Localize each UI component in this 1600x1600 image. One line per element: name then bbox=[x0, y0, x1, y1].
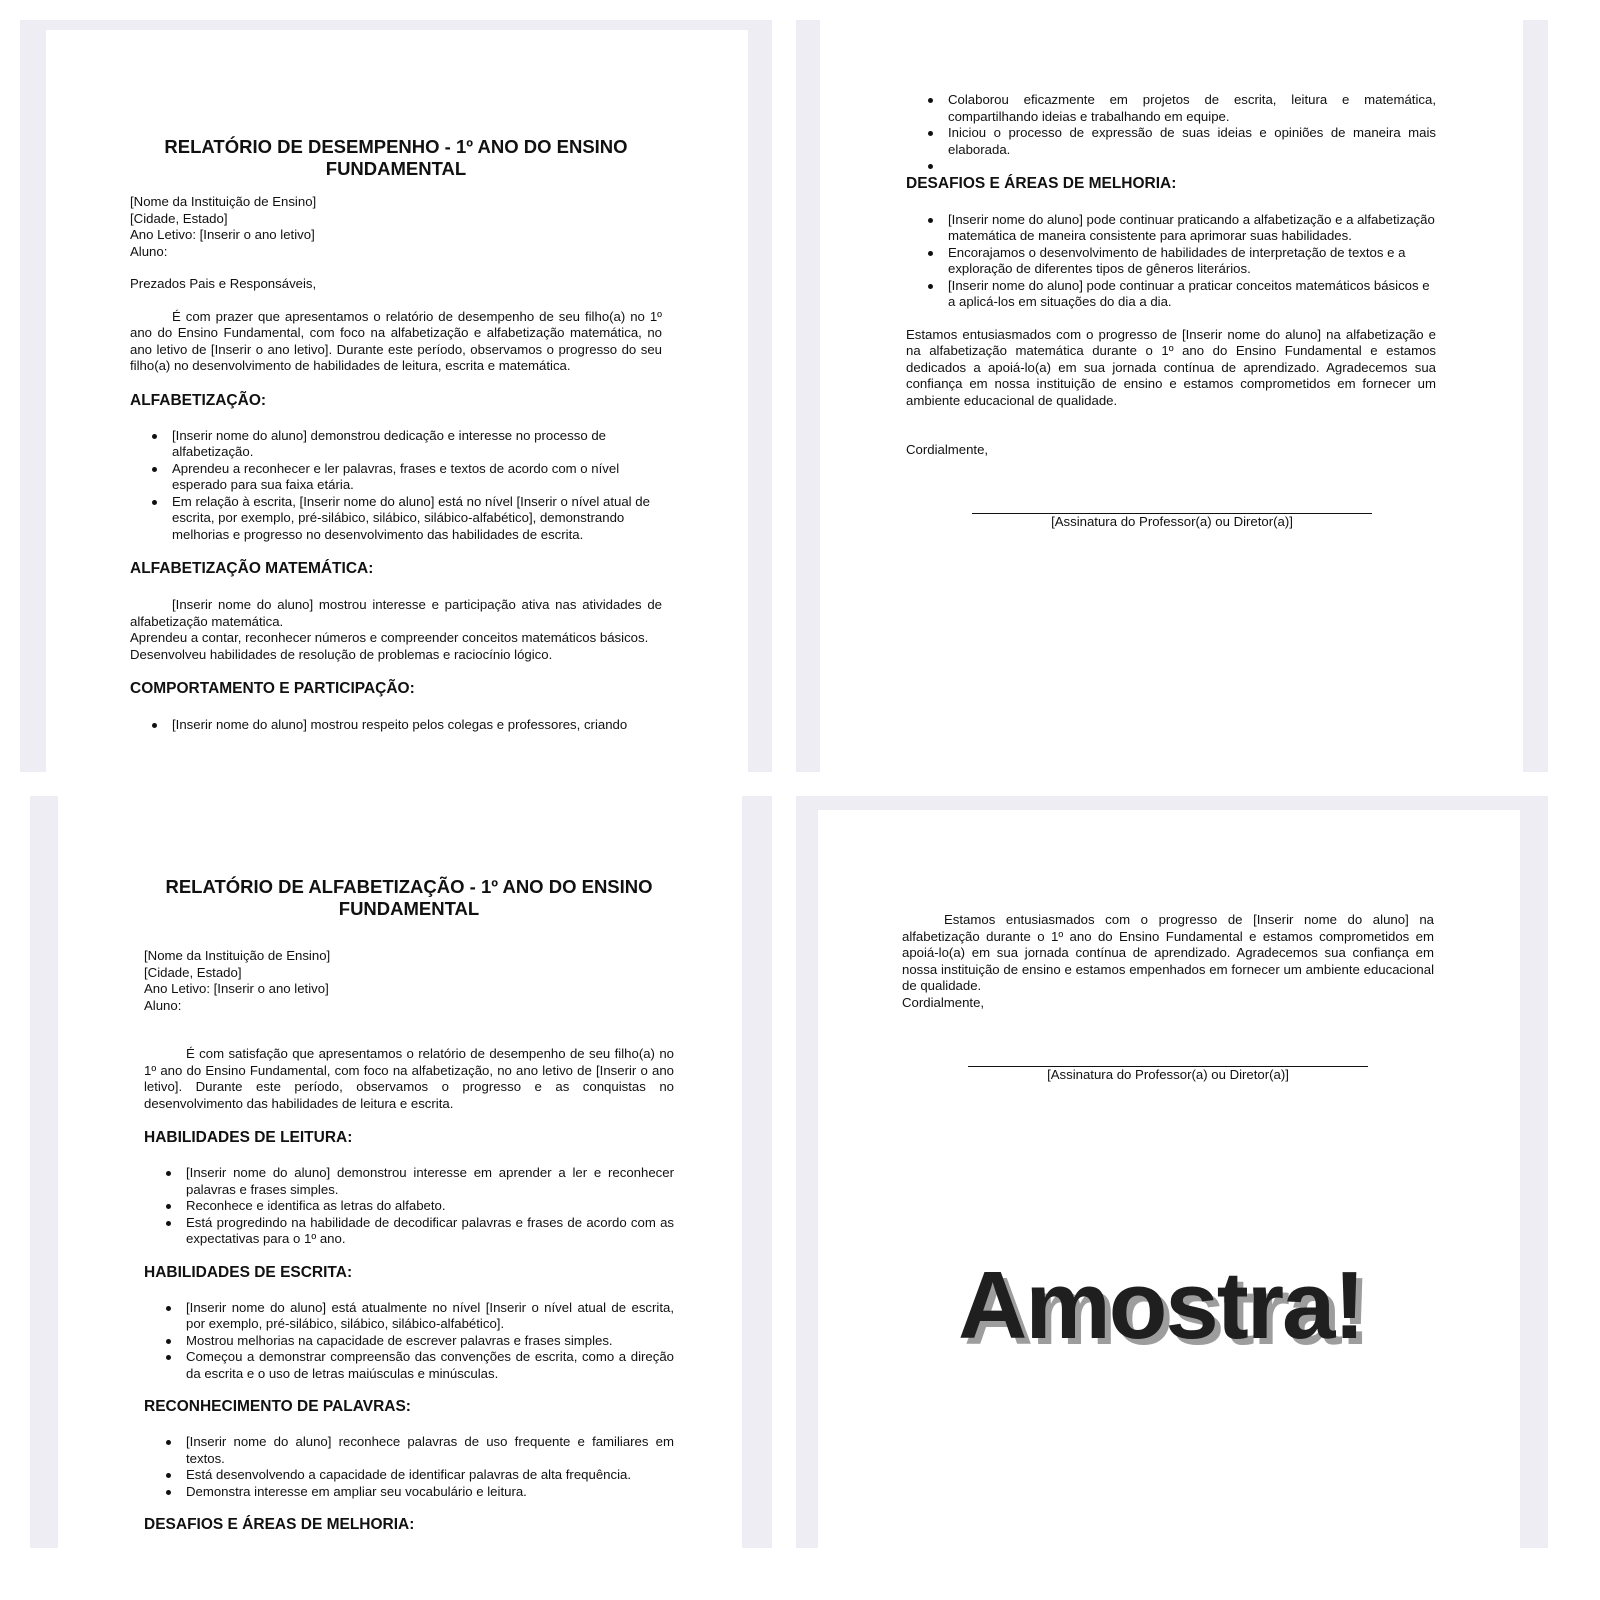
school-year: Ano Letivo: [Inserir o ano letivo] bbox=[144, 981, 329, 996]
list-item: Reconhece e identifica as letras do alfabeto. bbox=[186, 1198, 674, 1215]
math-paragraph-1: [Inserir nome do aluno] mostrou interesse e participação ativa nas atividades de alfabetização matemática. bbox=[130, 597, 662, 629]
section-heading-literacy: ALFABETIZAÇÃO: bbox=[130, 391, 267, 409]
signoff: Cordialmente, bbox=[906, 442, 989, 457]
list-item: [Inserir nome do aluno] mostrou respeito pelos colegas e professores, criando bbox=[172, 717, 662, 734]
page-performance-report-2 bbox=[820, 20, 1523, 772]
student-label: Aluno: bbox=[144, 997, 182, 1013]
section-heading-challenges: DESAFIOS E ÁREAS DE MELHORIA: bbox=[144, 1516, 415, 1533]
page-literacy-report-2 bbox=[818, 810, 1520, 1548]
institution-name: [Nome da Instituição de Ensino] bbox=[130, 194, 317, 209]
section-heading-word-recognition: RECONHECIMENTO DE PALAVRAS: bbox=[144, 1398, 411, 1415]
reading-list bbox=[144, 1165, 674, 1248]
math-paragraph-2: Aprendeu a contar, reconhecer números e compreender conceitos matemáticos básicos. bbox=[130, 630, 649, 645]
tile-bottom-right bbox=[796, 796, 1548, 1548]
closing-paragraph: Estamos entusiasmados com o progresso de [Inserir nome do aluno] na alfabetização durante o 1º ano do Ensino Fundamental e estamos comprometidos em apoiá-lo(a) em sua jornada contínua de aprendizado. Agradecemos sua confiança em nossa instituição de ensino e estamos empenhados em fornecer um ambiente educacional de qualidade. bbox=[902, 912, 1434, 993]
list-item: [Inserir nome do aluno] está atualmente no nível [Inserir o nível atual de escrita, por exemplo, pré-silábico, silábico, silábico-alfabético]. bbox=[186, 1299, 674, 1331]
section-heading-challenges: DESAFIOS E ÁREAS DE MELHORIA: bbox=[906, 174, 1177, 192]
list-item: [Inserir nome do aluno] reconhece palavras de uso frequente e familiares em textos. bbox=[186, 1434, 674, 1466]
signoff: Cordialmente, bbox=[902, 994, 985, 1010]
writing-list bbox=[144, 1300, 674, 1383]
list-item: Mostrou melhorias na capacidade de escrever palavras e frases simples. bbox=[186, 1333, 674, 1350]
tile-top-left bbox=[20, 20, 772, 772]
list-item: [Inserir nome do aluno] pode continuar praticando a alfabetização e a alfabetização matemática de maneira consistente para aprimorar suas habilidades. bbox=[948, 211, 1435, 243]
list-item: [Inserir nome do aluno] demonstrou interesse em aprender a ler e reconhecer palavras e frases simples. bbox=[186, 1165, 674, 1197]
intro-paragraph: É com satisfação que apresentamos o relatório de desempenho de seu filho(a) no 1º ano do Ensino Fundamental, com foco na alfabetização, no ano letivo de [Inserir o ano letivo]. Durante este período, observamos o progresso e as conquistas no desenvolvimento das habilidades de leitura e escrita. bbox=[144, 1046, 674, 1111]
word-recognition-list bbox=[144, 1434, 674, 1500]
tile-top-right bbox=[796, 20, 1548, 772]
city-state: [Cidade, Estado] bbox=[144, 964, 242, 980]
list-item: Aprendeu a reconhecer e ler palavras, frases e textos de acordo com o nível esperado para sua faixa etária. bbox=[172, 461, 662, 494]
institution-name: [Nome da Instituição de Ensino] bbox=[144, 948, 331, 963]
list-item: [Inserir nome do aluno] pode continuar a praticar conceitos matemáticos básicos e a aplicá-los em situações do dia a dia. bbox=[948, 278, 1436, 311]
list-item: Em relação à escrita, [Inserir nome do aluno] está no nível [Inserir o nível atual de escrita, por exemplo, pré-silábico, silábico, silábico-alfabético], demonstrando melhorias e progresso no desenvolvimento das habilidades de escrita. bbox=[172, 494, 662, 544]
participation-list bbox=[906, 92, 1436, 175]
document-header bbox=[144, 948, 674, 1014]
list-item: Começou a demonstrar compreensão das convenções de escrita, como a direção da escrita e o uso de letras maiúsculas e minúsculas. bbox=[186, 1349, 674, 1381]
challenges-list bbox=[906, 212, 1436, 311]
sample-watermark: Amostra! bbox=[958, 1252, 1364, 1359]
signature-label: [Assinatura do Professor(a) ou Diretor(a)] bbox=[1047, 1067, 1289, 1082]
behavior-list bbox=[130, 717, 662, 734]
section-heading-reading: HABILIDADES DE LEITURA: bbox=[144, 1129, 353, 1146]
literacy-list bbox=[130, 428, 662, 544]
section-heading-writing: HABILIDADES DE ESCRITA: bbox=[144, 1263, 353, 1281]
city-state: [Cidade, Estado] bbox=[130, 210, 228, 226]
signature-label: [Assinatura do Professor(a) ou Diretor(a)] bbox=[1051, 513, 1293, 529]
student-label: Aluno: bbox=[130, 243, 168, 259]
page-performance-report-1 bbox=[46, 30, 748, 772]
list-item: Está desenvolvendo a capacidade de identificar palavras de alta frequência. bbox=[186, 1467, 674, 1484]
section-heading-behavior: COMPORTAMENTO E PARTICIPAÇÃO: bbox=[130, 680, 415, 697]
tile-bottom-left bbox=[30, 796, 772, 1548]
list-item: Encorajamos o desenvolvimento de habilidades de interpretação de textos e a exploração de diferentes tipos de gêneros literários. bbox=[948, 245, 1436, 278]
list-item: Está progredindo na habilidade de decodificar palavras e frases de acordo com as expectativas para o 1º ano. bbox=[186, 1214, 674, 1246]
page-title: RELATÓRIO DE ALFABETIZAÇÃO - 1º ANO DO ENSINO FUNDAMENTAL bbox=[165, 876, 653, 919]
list-item: Iniciou o processo de expressão de suas ideias e opiniões de maneira mais elaborada. bbox=[948, 125, 1436, 157]
list-item: [Inserir nome do aluno] demonstrou dedicação e interesse no processo de alfabetização. bbox=[172, 428, 662, 461]
school-year: Ano Letivo: [Inserir o ano letivo] bbox=[130, 227, 315, 242]
list-item: Demonstra interesse em ampliar seu vocabulário e leitura. bbox=[186, 1484, 674, 1501]
closing-paragraph: Estamos entusiasmados com o progresso de [Inserir nome do aluno] na alfabetização e na alfabetização matemática durante o 1º ano do Ensino Fundamental e estamos dedicados a apoiá-lo(a) em sua jornada contínua de aprendizado. Agradecemos sua confiança em nossa instituição de ensino e estamos comprometidos em fornecer um ambiente educacional de qualidade. bbox=[906, 326, 1436, 408]
page-title: RELATÓRIO DE DESEMPENHO - 1º ANO DO ENSINO FUNDAMENTAL bbox=[164, 136, 628, 179]
intro-paragraph: É com prazer que apresentamos o relatório de desempenho de seu filho(a) no 1º ano do Ensino Fundamental, com foco na alfabetização e alfabetização matemática, no ano letivo de [Inserir o ano letivo]. Durante este período, observamos o progresso do seu filho(a) no desenvolvimento de habilidades de leitura, escrita e matemática. bbox=[130, 308, 662, 373]
section-heading-math-literacy: ALFABETIZAÇÃO MATEMÁTICA: bbox=[130, 560, 374, 577]
list-item-empty bbox=[948, 158, 1436, 175]
document-header bbox=[130, 194, 662, 260]
list-item: Colaborou eficazmente em projetos de escrita, leitura e matemática, compartilhando ideias e trabalhando em equipe. bbox=[948, 92, 1436, 124]
salutation: Prezados Pais e Responsáveis, bbox=[130, 276, 317, 291]
page-literacy-report-1 bbox=[58, 796, 742, 1548]
math-paragraph-3: Desenvolveu habilidades de resolução de problemas e raciocínio lógico. bbox=[130, 646, 553, 662]
